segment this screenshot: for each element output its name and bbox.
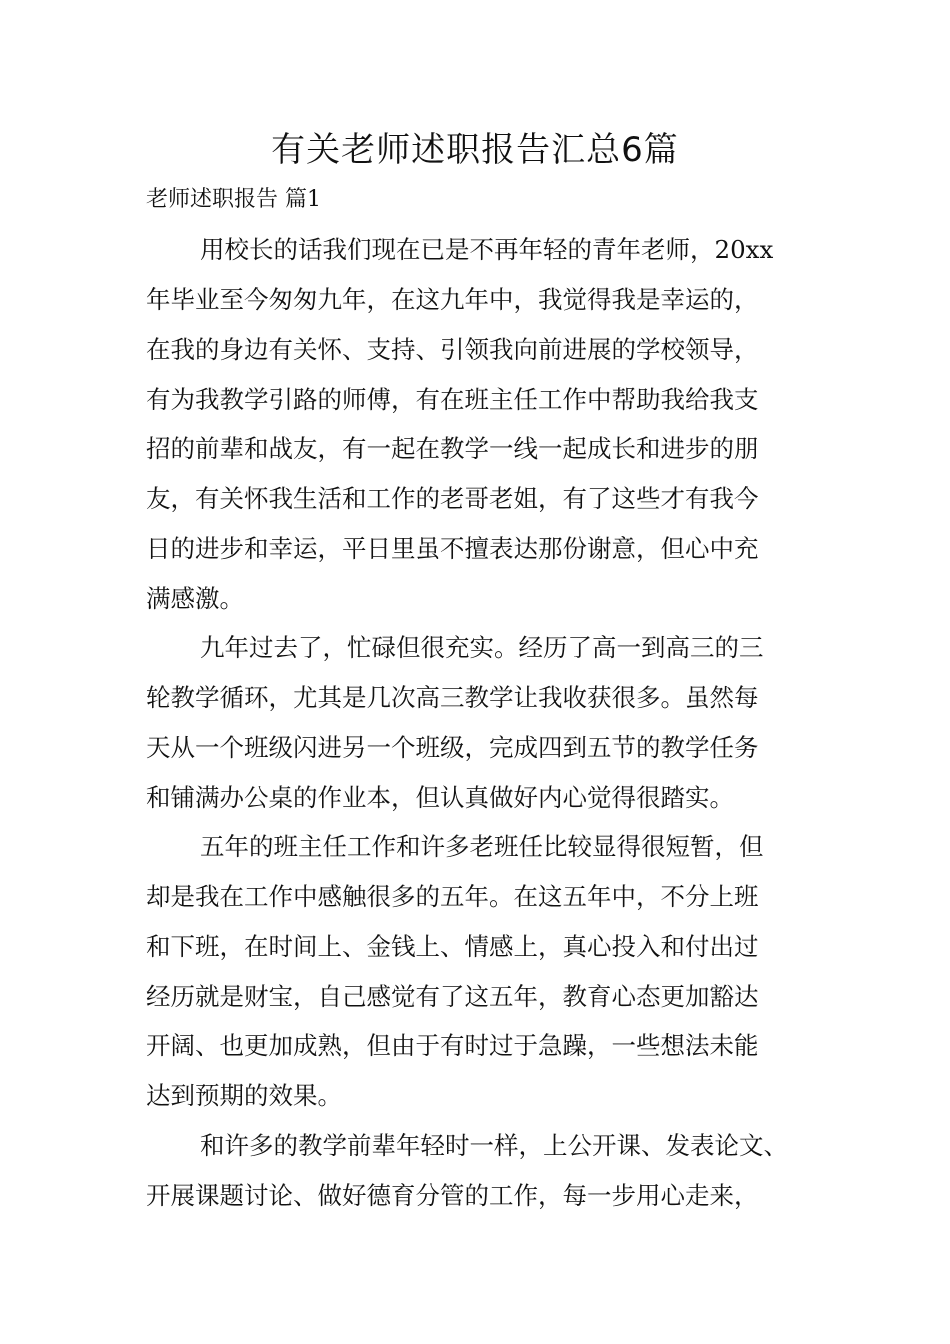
- paragraph-3-line-2: 却是我在工作中感触很多的五年。在这五年中，不分上班: [146, 882, 759, 911]
- paragraph-2-line-4: 和铺满办公桌的作业本，但认真做好内心觉得很踏实。: [146, 783, 734, 812]
- paragraph-2-line-3: 天从一个班级闪进另一个班级，完成四到五节的教学任务: [146, 733, 759, 762]
- paragraph-1-line-2: 年毕业至今匆匆九年，在这九年中，我觉得我是幸运的，: [146, 285, 759, 314]
- paragraph-3-line-5: 开阔、也更加成熟，但由于有时过于急躁，一些想法未能: [146, 1031, 759, 1060]
- paragraph-1-line-8: 满感激。: [146, 584, 244, 613]
- paragraph-1-line-5: 招的前辈和战友，有一起在教学一线一起成长和进步的朋: [146, 434, 759, 463]
- paragraph-1-line-7: 日的进步和幸运，平日里虽不擅表达那份谢意，但心中充: [146, 534, 759, 563]
- paragraph-3-line-1: 五年的班主任工作和许多老班任比较显得很短暂，但: [200, 832, 764, 861]
- paragraph-1-line-4: 有为我教学引路的师傅，有在班主任工作中帮助我给我支: [146, 385, 759, 414]
- paragraph-3-line-3: 和下班，在时间上、金钱上、情感上，真心投入和付出过: [146, 932, 759, 961]
- paragraph-4-line-1: 和许多的教学前辈年轻时一样，上公开课、发表论文、: [200, 1131, 788, 1160]
- section-heading: 老师述职报告 篇1: [146, 187, 321, 212]
- paragraph-3-line-6: 达到预期的效果。: [146, 1081, 342, 1110]
- paragraph-1-line-3: 在我的身边有关怀、支持、引领我向前进展的学校领导，: [146, 335, 759, 364]
- paragraph-4-line-2: 开展课题讨论、做好德育分管的工作，每一步用心走来，: [146, 1181, 759, 1210]
- document-title: 有关老师述职报告汇总6篇: [271, 130, 679, 170]
- paragraph-2-line-1: 九年过去了，忙碌但很充实。经历了高一到高三的三: [200, 633, 764, 662]
- paragraph-1-line-1: 用校长的话我们现在已是不再年轻的青年老师，20xx: [200, 235, 774, 264]
- paragraph-1-line-6: 友，有关怀我生活和工作的老哥老姐，有了这些才有我今: [146, 484, 759, 513]
- paragraph-3-line-4: 经历就是财宝，自己感觉有了这五年，教育心态更加豁达: [146, 982, 759, 1011]
- paragraph-2-line-2: 轮教学循环，尤其是几次高三教学让我收获很多。虽然每: [146, 683, 759, 712]
